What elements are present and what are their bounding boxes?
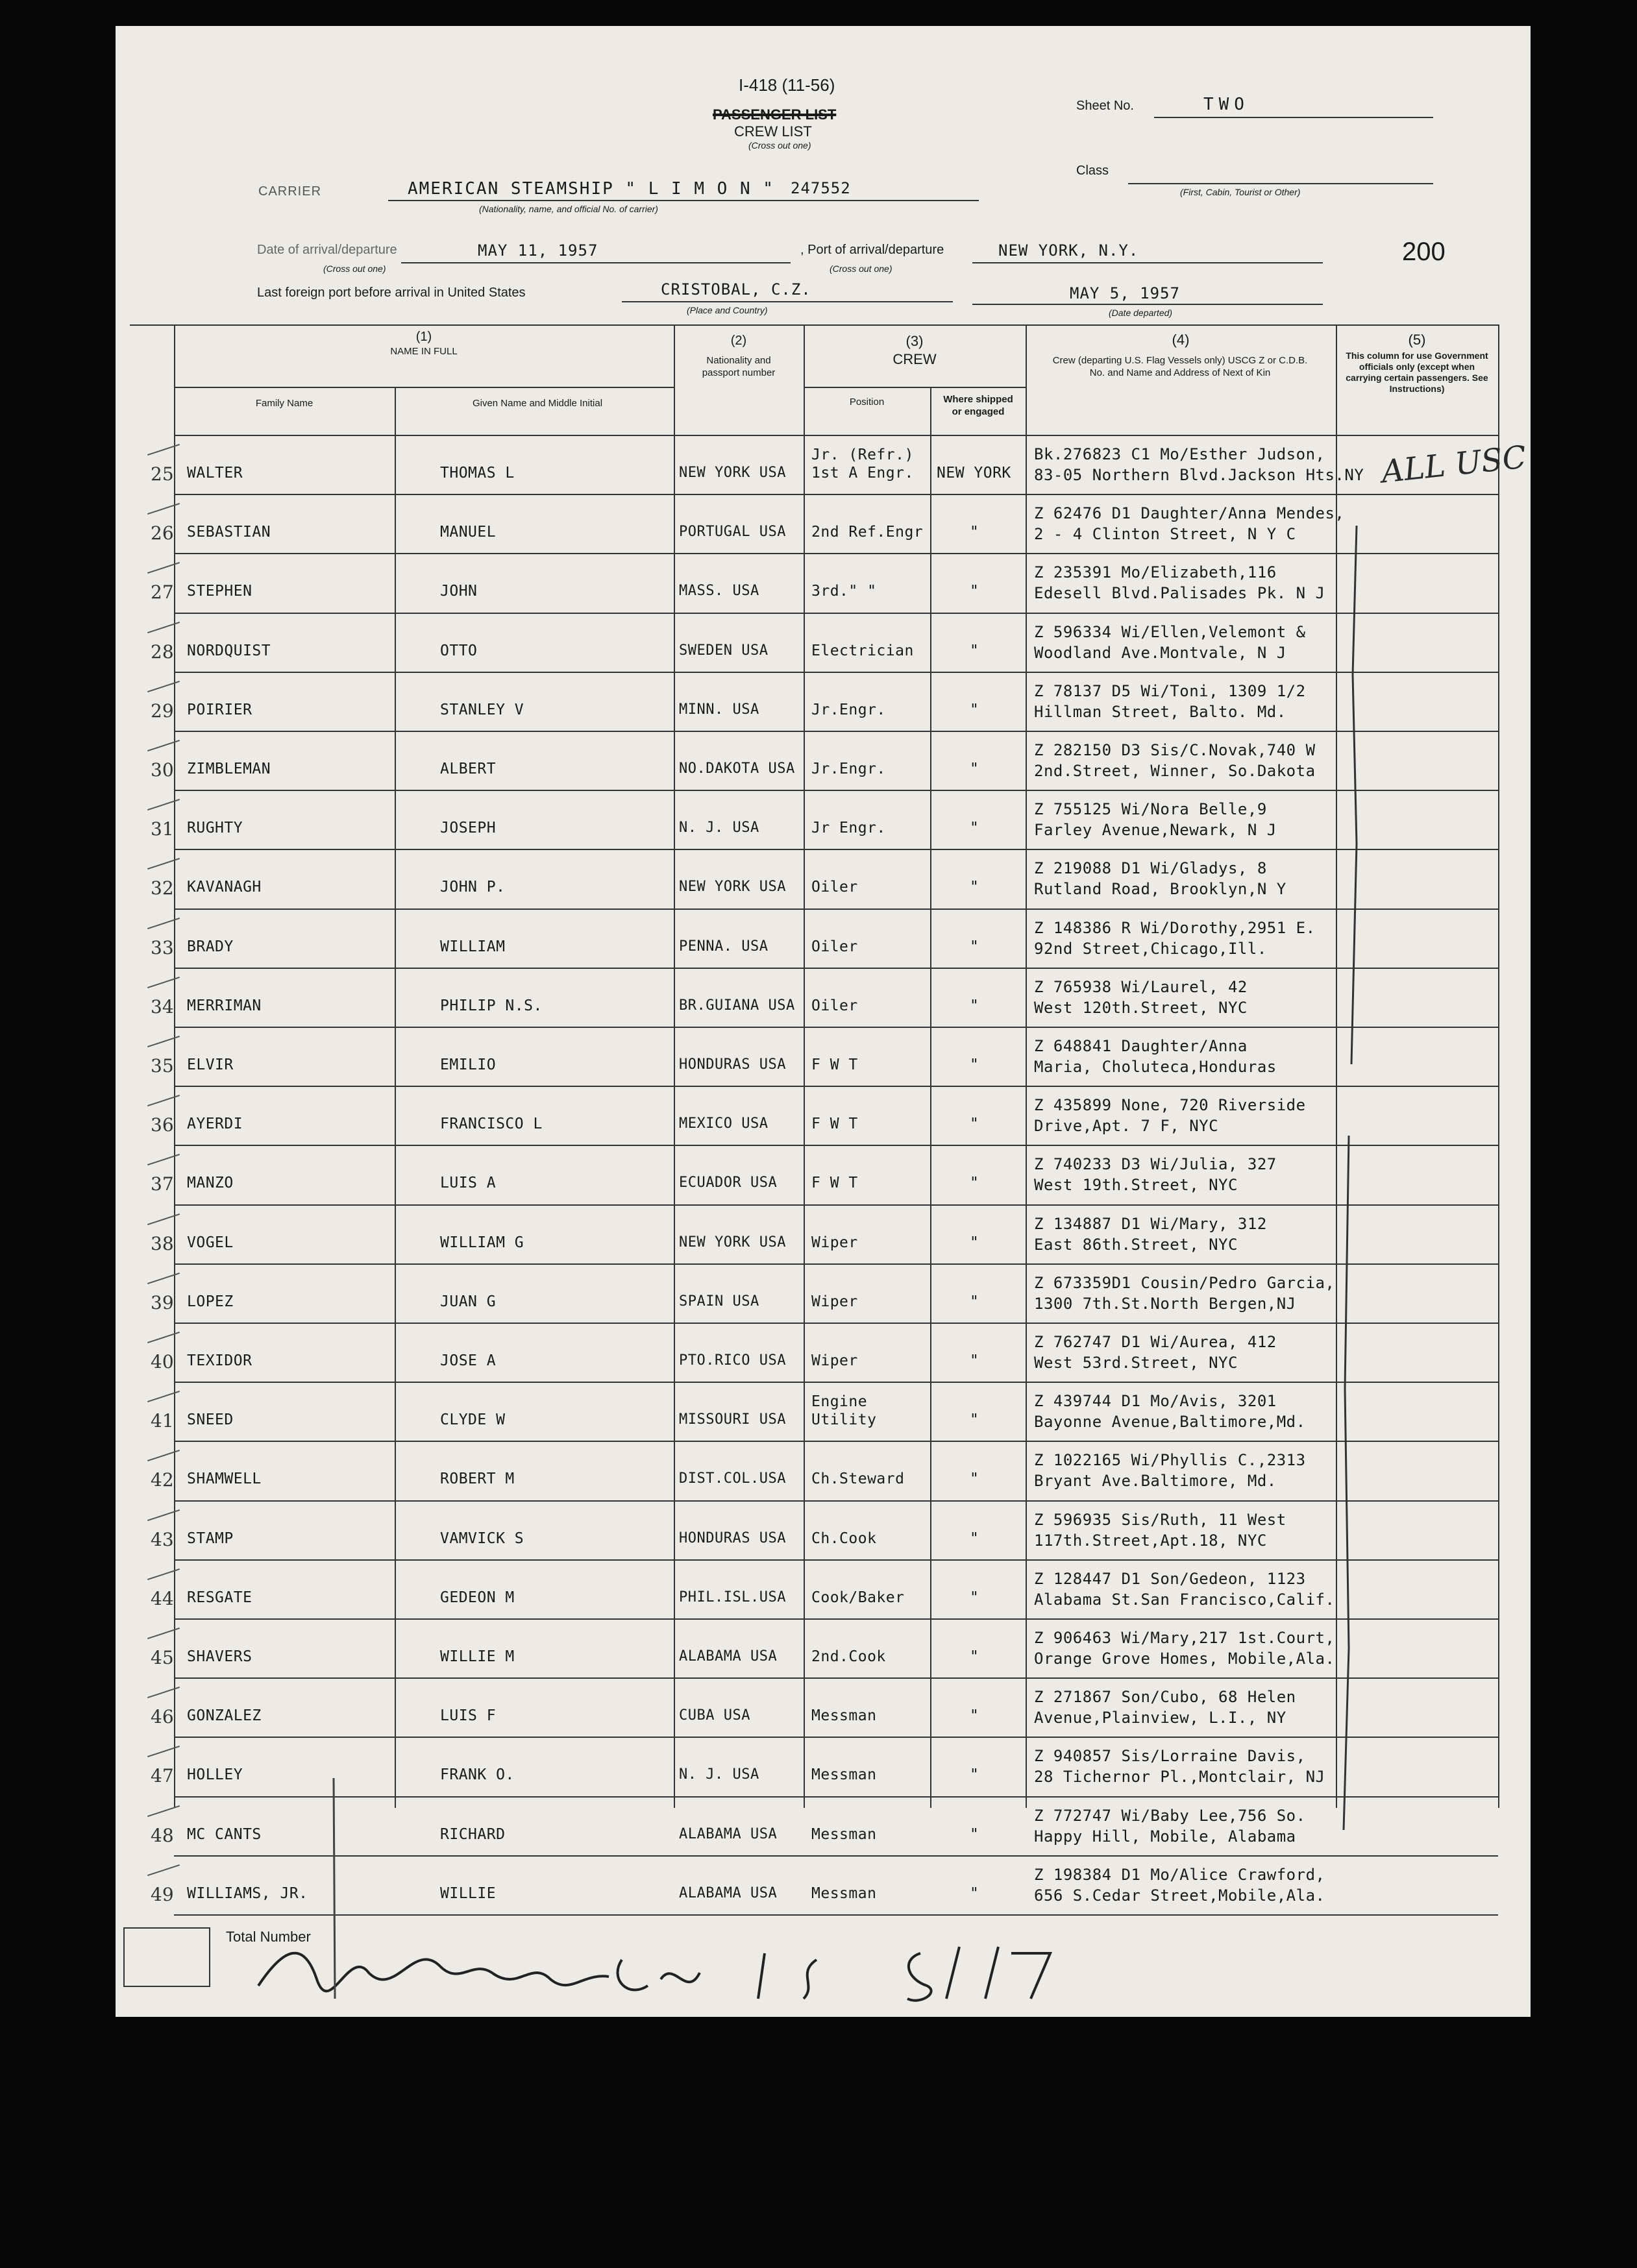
family-name: ZIMBLEMAN: [187, 761, 271, 777]
lastport-value: CRISTOBAL, C.Z.: [661, 280, 811, 299]
nationality: ALABAMA USA: [679, 1648, 778, 1664]
row-number: 43: [151, 1528, 174, 1550]
col-where-shipped: Where shipped or engaged: [943, 394, 1013, 417]
table-row: [116, 1559, 1531, 1618]
family-name: MANZO: [187, 1175, 234, 1192]
arrival-note: (Cross out one): [323, 263, 386, 274]
next-of-kin-line2: West 53rd.Street, NYC: [1034, 1354, 1238, 1372]
where-shipped: ": [970, 524, 979, 541]
family-name: WALTER: [187, 465, 243, 482]
position-line1: Engine: [811, 1393, 868, 1411]
position: Jr.Engr.: [811, 701, 886, 718]
table-row: [116, 1677, 1531, 1737]
where-shipped: ": [970, 820, 979, 837]
given-name: FRANK O.: [440, 1766, 515, 1784]
position-line2: 1st A Engr.: [811, 465, 914, 482]
family-name: BRADY: [187, 938, 234, 955]
nationality: MEXICO USA: [679, 1116, 769, 1132]
nationality: NEW YORK USA: [679, 465, 786, 481]
given-name: STANLEY V: [440, 701, 524, 718]
given-name: VAMVICK S: [440, 1530, 524, 1547]
position: Ch.Steward: [811, 1470, 905, 1488]
lastport-note: (Place and Country): [687, 305, 768, 315]
position: Cook/Baker: [811, 1589, 905, 1606]
next-of-kin-line2: West 120th.Street, NYC: [1034, 998, 1248, 1017]
given-name: WILLIE M: [440, 1648, 515, 1665]
next-of-kin-line2: East 86th.Street, NYC: [1034, 1235, 1238, 1254]
next-of-kin-line1: Z 940857 Sis/Lorraine Davis,: [1034, 1747, 1306, 1766]
next-of-kin-line1: Z 596935 Sis/Ruth, 11 West: [1034, 1510, 1286, 1529]
next-of-kin-line2: 83-05 Northern Blvd.Jackson Hts.NY: [1034, 466, 1364, 484]
family-name: LOPEZ: [187, 1293, 234, 1310]
given-name: CLYDE W: [440, 1411, 506, 1429]
next-of-kin-line1: Z 128447 D1 Son/Gedeon, 1123: [1034, 1569, 1306, 1588]
arrival-label: Date of arrival/departure: [257, 243, 397, 257]
row-number: 41: [151, 1410, 174, 1432]
next-of-kin-line1: Z 740233 D3 Wi/Julia, 327: [1034, 1155, 1277, 1174]
col-position: Position: [849, 396, 885, 408]
next-of-kin-line2: Maria, Choluteca,Honduras: [1034, 1058, 1277, 1076]
given-name: ALBERT: [440, 761, 497, 777]
lastport-label: Last foreign port before arrival in United States: [257, 286, 526, 300]
nationality: SWEDEN USA: [679, 642, 769, 659]
official-bracket-lines: [1336, 480, 1498, 1843]
given-name: JUAN G: [440, 1293, 497, 1310]
table-row: [116, 1145, 1531, 1204]
nationality: MASS. USA: [679, 583, 759, 600]
form-number: I-418 (11-56): [739, 75, 835, 95]
next-of-kin-line1: Z 755125 Wi/Nora Belle,9: [1034, 800, 1267, 819]
next-of-kin-line1: Z 282150 D3 Sis/C.Novak,740 W: [1034, 741, 1316, 759]
next-of-kin-line1: Z 765938 Wi/Laurel, 42: [1034, 977, 1248, 996]
position: Oiler: [811, 997, 858, 1014]
next-of-kin-line1: Z 78137 D5 Wi/Toni, 1309 1/2: [1034, 681, 1306, 700]
sheet-label: Sheet No.: [1076, 99, 1134, 113]
where-shipped: ": [970, 642, 979, 659]
official-annotation: ALL USC: [1379, 439, 1529, 491]
table-row: [116, 613, 1531, 672]
family-name: MC CANTS: [187, 1825, 262, 1843]
col1-title: NAME IN FULL: [390, 346, 458, 357]
row-number: 39: [151, 1291, 174, 1313]
given-name: FRANCISCO L: [440, 1116, 543, 1133]
table-row: [116, 968, 1531, 1027]
next-of-kin-line1: Z 596334 Wi/Ellen,Velemont &: [1034, 622, 1306, 641]
where-shipped: ": [970, 1530, 979, 1547]
form-title: CREW LIST: [734, 123, 812, 140]
family-name: AYERDI: [187, 1116, 243, 1133]
col-given-name: Given Name and Middle Initial: [472, 398, 603, 409]
next-of-kin-line1: Z 271867 Son/Cubo, 68 Helen: [1034, 1688, 1296, 1707]
row-number: 34: [151, 995, 174, 1018]
struck-title: PASSENGER LIST: [713, 106, 837, 123]
total-number-label: Total Number: [226, 1929, 311, 1945]
crew-list-sheet: [116, 26, 1531, 2017]
row-number: 37: [151, 1173, 174, 1195]
vertical-margin-mark: [330, 1778, 343, 1999]
table-row: [116, 1263, 1531, 1323]
position: Wiper: [811, 1352, 858, 1369]
where-shipped: ": [970, 997, 979, 1014]
where-shipped: ": [970, 879, 979, 896]
port-value: NEW YORK, N.Y.: [998, 241, 1139, 260]
nationality: ECUADOR USA: [679, 1175, 778, 1191]
row-number: 40: [151, 1351, 174, 1372]
position: Ch.Cook: [811, 1530, 877, 1547]
where-shipped: ": [970, 1470, 979, 1488]
col5-title: This column for use Government officials only (except when carrying certain passengers. See Instructions): [1346, 350, 1488, 394]
next-of-kin-line2: Farley Avenue,Newark, N J: [1034, 821, 1277, 840]
family-name: HOLLEY: [187, 1766, 243, 1784]
nationality: MISSOURI USA: [679, 1411, 786, 1428]
next-of-kin-line1: Z 772747 Wi/Baby Lee,756 So.: [1034, 1806, 1306, 1825]
next-of-kin-line2: Alabama St.San Francisco,Calif.: [1034, 1590, 1335, 1609]
position: Electrician: [811, 642, 914, 659]
next-of-kin-line2: Bayonne Avenue,Baltimore,Md.: [1034, 1413, 1306, 1432]
col4-title: Crew (departing U.S. Flag Vessels only) USCG Z or C.D.B. No. and Name and Address of Next of Kin: [1052, 355, 1308, 378]
next-of-kin-line1: Z 762747 D1 Wi/Aurea, 412: [1034, 1333, 1277, 1351]
family-name: SHAVERS: [187, 1648, 252, 1665]
col5-number: (5): [1408, 332, 1426, 348]
title-cross-note: (Cross out one): [748, 140, 811, 151]
carrier-value: AMERICAN STEAMSHIP " L I M O N ": [408, 179, 774, 199]
nationality: NEW YORK USA: [679, 879, 786, 896]
position: Messman: [811, 1766, 877, 1784]
col4-number: (4): [1172, 332, 1190, 348]
next-of-kin-line1: Z 134887 D1 Wi/Mary, 312: [1034, 1214, 1267, 1233]
row-number: 42: [151, 1469, 174, 1491]
family-name: TEXIDOR: [187, 1352, 252, 1369]
where-shipped: ": [970, 1234, 979, 1251]
family-name: SHAMWELL: [187, 1470, 262, 1488]
table-row: [116, 849, 1531, 908]
given-name: JOHN P.: [440, 879, 506, 896]
nationality: DIST.COL.USA: [679, 1470, 786, 1487]
position: 2nd Ref.Engr: [811, 524, 924, 541]
given-name: PHILIP N.S.: [440, 997, 543, 1014]
row-number: 36: [151, 1114, 174, 1136]
family-name: GONZALEZ: [187, 1707, 262, 1725]
given-name: THOMAS L: [440, 465, 515, 482]
table-row: [116, 908, 1531, 968]
nationality: N. J. USA: [679, 820, 759, 836]
where-shipped: ": [970, 1766, 979, 1784]
family-name: NORDQUIST: [187, 642, 271, 659]
next-of-kin-line2: Avenue,Plainview, L.I., NY: [1034, 1709, 1286, 1727]
next-of-kin-line1: Z 235391 Mo/Elizabeth,116: [1034, 563, 1277, 582]
where-shipped: ": [970, 1884, 979, 1902]
position: F W T: [811, 1056, 858, 1073]
table-row: [116, 494, 1531, 553]
class-note: (First, Cabin, Tourist or Other): [1180, 187, 1301, 197]
next-of-kin-line1: Z 62476 D1 Daughter/Anna Mendes,: [1034, 504, 1345, 523]
class-label: Class: [1076, 164, 1109, 178]
family-name: KAVANAGH: [187, 879, 262, 896]
arrival-value: MAY 11, 1957: [478, 241, 598, 260]
table-row: [116, 672, 1531, 731]
next-of-kin-line2: Woodland Ave.Montvale, N J: [1034, 643, 1286, 662]
where-shipped: ": [970, 1175, 979, 1192]
next-of-kin-line1: Z 906463 Wi/Mary,217 1st.Court,: [1034, 1629, 1335, 1647]
table-row: [116, 1737, 1531, 1796]
given-name: JOHN: [440, 583, 478, 600]
col3-number: (3): [905, 333, 924, 349]
carrier-note: (Nationality, name, and official No. of carrier): [479, 204, 658, 214]
handwritten-signature: [245, 1934, 1154, 2012]
where-shipped: ": [970, 761, 979, 777]
table-row: [116, 1441, 1531, 1500]
position: Messman: [811, 1707, 877, 1725]
row-number: 33: [151, 936, 174, 958]
where-shipped: ": [970, 583, 979, 600]
family-name: STEPHEN: [187, 583, 252, 600]
table-row: [116, 1382, 1531, 1441]
table-row: [116, 790, 1531, 849]
carrier-number: 247552: [791, 179, 851, 197]
family-name: ELVIR: [187, 1056, 234, 1073]
col2-number: (2): [730, 334, 747, 348]
row-number: 46: [151, 1706, 174, 1728]
departed-note: (Date departed): [1109, 308, 1173, 318]
next-of-kin-line1: Z 435899 None, 720 Riverside: [1034, 1096, 1306, 1115]
where-shipped: ": [970, 1825, 979, 1843]
next-of-kin-line1: Z 648841 Daughter/Anna: [1034, 1037, 1248, 1055]
table-row: [116, 1796, 1531, 1855]
given-name: JOSE A: [440, 1352, 497, 1369]
position: Messman: [811, 1884, 877, 1902]
next-of-kin-line1: Z 1022165 Wi/Phyllis C.,2313: [1034, 1451, 1306, 1470]
table-row: [116, 553, 1531, 612]
row-number: 25: [151, 463, 174, 485]
position: 2nd.Cook: [811, 1648, 886, 1665]
row-number: 32: [151, 877, 174, 899]
nationality: N. J. USA: [679, 1766, 759, 1783]
carrier-label: CARRIER: [258, 184, 322, 199]
row-number: 48: [151, 1824, 174, 1846]
table-row: [116, 1027, 1531, 1086]
nationality: ALABAMA USA: [679, 1825, 778, 1842]
row-number: 30: [151, 759, 174, 781]
table-row: [116, 731, 1531, 790]
where-shipped: NEW YORK: [937, 465, 1011, 482]
col3-title: CREW: [892, 351, 937, 367]
nationality: HONDURAS USA: [679, 1056, 786, 1073]
nationality: PHIL.ISL.USA: [679, 1589, 786, 1605]
position: F W T: [811, 1175, 858, 1192]
where-shipped: ": [970, 1352, 979, 1369]
next-of-kin-line1: Z 439744 D1 Mo/Avis, 3201: [1034, 1392, 1277, 1411]
given-name: ROBERT M: [440, 1470, 515, 1488]
given-name: RICHARD: [440, 1825, 506, 1843]
where-shipped: ": [970, 938, 979, 955]
row-number: 29: [151, 700, 174, 722]
next-of-kin-line2: Bryant Ave.Baltimore, Md.: [1034, 1472, 1277, 1491]
col1-number: (1): [415, 330, 432, 344]
nationality: BR.GUIANA USA: [679, 997, 795, 1014]
nationality: PTO.RICO USA: [679, 1352, 786, 1369]
next-of-kin-line2: 2nd.Street, Winner, So.Dakota: [1034, 762, 1316, 780]
family-name: RUGHTY: [187, 820, 243, 837]
row-number: 35: [151, 1055, 174, 1077]
next-of-kin-line2: Edesell Blvd.Palisades Pk. N J: [1034, 584, 1325, 603]
next-of-kin-line2: Drive,Apt. 7 F, NYC: [1034, 1117, 1219, 1136]
port-note: (Cross out one): [830, 263, 892, 274]
where-shipped: ": [970, 1116, 979, 1133]
position: Jr.Engr.: [811, 761, 886, 777]
table-row: [116, 1500, 1531, 1559]
row-number: 44: [151, 1587, 174, 1609]
family-name: POIRIER: [187, 701, 252, 718]
nationality: HONDURAS USA: [679, 1530, 786, 1546]
next-of-kin-line2: 2 - 4 Clinton Street, N Y C: [1034, 525, 1296, 544]
row-number: 26: [151, 522, 174, 544]
table-row: [116, 1855, 1531, 1914]
next-of-kin-line1: Z 219088 D1 Wi/Gladys, 8: [1034, 859, 1267, 878]
given-name: MANUEL: [440, 524, 497, 541]
given-name: EMILIO: [440, 1056, 497, 1073]
family-name: SNEED: [187, 1411, 234, 1429]
where-shipped: ": [970, 1293, 979, 1310]
col-family-name: Family Name: [255, 398, 314, 409]
next-of-kin-line2: West 19th.Street, NYC: [1034, 1176, 1238, 1195]
family-name: WILLIAMS, JR.: [187, 1884, 308, 1902]
family-name: MERRIMAN: [187, 997, 262, 1014]
next-of-kin-line1: Z 198384 D1 Mo/Alice Crawford,: [1034, 1865, 1325, 1884]
next-of-kin-line2: Rutland Road, Brooklyn,N Y: [1034, 880, 1286, 899]
next-of-kin-line2: Happy Hill, Mobile, Alabama: [1034, 1827, 1296, 1846]
page-count: 200: [1402, 238, 1446, 266]
next-of-kin-line2: Orange Grove Homes, Mobile,Ala.: [1034, 1650, 1335, 1668]
nationality: CUBA USA: [679, 1707, 750, 1724]
next-of-kin-line2: 92nd Street,Chicago,Ill.: [1034, 939, 1267, 958]
nationality: ALABAMA USA: [679, 1884, 778, 1901]
family-name: RESGATE: [187, 1589, 252, 1606]
given-name: WILLIAM G: [440, 1234, 524, 1251]
position: Wiper: [811, 1293, 858, 1310]
table-row: [116, 1204, 1531, 1263]
row-number: 49: [151, 1883, 174, 1905]
row-number: 45: [151, 1647, 174, 1668]
given-name: GEDEON M: [440, 1589, 515, 1606]
where-shipped: ": [970, 1589, 979, 1606]
total-number-box: [123, 1927, 210, 1987]
given-name: LUIS F: [440, 1707, 497, 1725]
next-of-kin-line2: 117th.Street,Apt.18, NYC: [1034, 1531, 1267, 1550]
row-number: 28: [151, 640, 174, 663]
position: Oiler: [811, 938, 858, 955]
nationality: NO.DAKOTA USA: [679, 761, 795, 777]
given-name: WILLIAM: [440, 938, 506, 955]
family-name: STAMP: [187, 1530, 234, 1547]
position: 3rd." ": [811, 583, 877, 600]
row-number: 38: [151, 1232, 174, 1254]
next-of-kin-line2: 28 Tichernor Pl.,Montclair, NJ: [1034, 1768, 1325, 1786]
given-name: LUIS A: [440, 1175, 497, 1192]
sheet-value: TWO: [1203, 95, 1249, 114]
next-of-kin-line2: 1300 7th.St.North Bergen,NJ: [1034, 1294, 1296, 1313]
position: Jr Engr.: [811, 820, 886, 837]
next-of-kin-line1: Z 148386 R Wi/Dorothy,2951 E.: [1034, 918, 1316, 937]
nationality: PENNA. USA: [679, 938, 769, 955]
where-shipped: ": [970, 1411, 979, 1429]
position-line1: Jr. (Refr.): [811, 446, 914, 463]
where-shipped: ": [970, 1707, 979, 1725]
family-name: SEBASTIAN: [187, 524, 271, 541]
table-row: [116, 435, 1531, 494]
table-row: [116, 1323, 1531, 1382]
position: Oiler: [811, 879, 858, 896]
family-name: VOGEL: [187, 1234, 234, 1251]
row-number: 47: [151, 1765, 174, 1787]
given-name: WILLIE: [440, 1884, 497, 1902]
position: F W T: [811, 1116, 858, 1133]
given-name: JOSEPH: [440, 820, 497, 837]
nationality: MINN. USA: [679, 701, 759, 718]
col2-title: Nationality and passport number: [702, 355, 776, 378]
next-of-kin-line2: 656 S.Cedar Street,Mobile,Ala.: [1034, 1886, 1325, 1905]
where-shipped: ": [970, 1648, 979, 1665]
nationality: PORTUGAL USA: [679, 524, 786, 541]
next-of-kin-line1: Z 673359D1 Cousin/Pedro Garcia,: [1034, 1273, 1335, 1292]
given-name: OTTO: [440, 642, 478, 659]
row-number: 31: [151, 818, 174, 840]
where-shipped: ": [970, 1056, 979, 1073]
port-label: , Port of arrival/departure: [800, 243, 944, 257]
next-of-kin-line2: Hillman Street, Balto. Md.: [1034, 702, 1286, 721]
nationality: NEW YORK USA: [679, 1234, 786, 1250]
table-row: [116, 1618, 1531, 1677]
table-row: [116, 1086, 1531, 1145]
position: Messman: [811, 1825, 877, 1843]
position-line2: Utility: [811, 1411, 877, 1429]
next-of-kin-line1: Bk.276823 C1 Mo/Esther Judson,: [1034, 445, 1325, 463]
nationality: SPAIN USA: [679, 1293, 759, 1310]
row-number: 27: [151, 581, 174, 604]
where-shipped: ": [970, 701, 979, 718]
position: Wiper: [811, 1234, 858, 1251]
departed-value: MAY 5, 1957: [1070, 284, 1180, 302]
